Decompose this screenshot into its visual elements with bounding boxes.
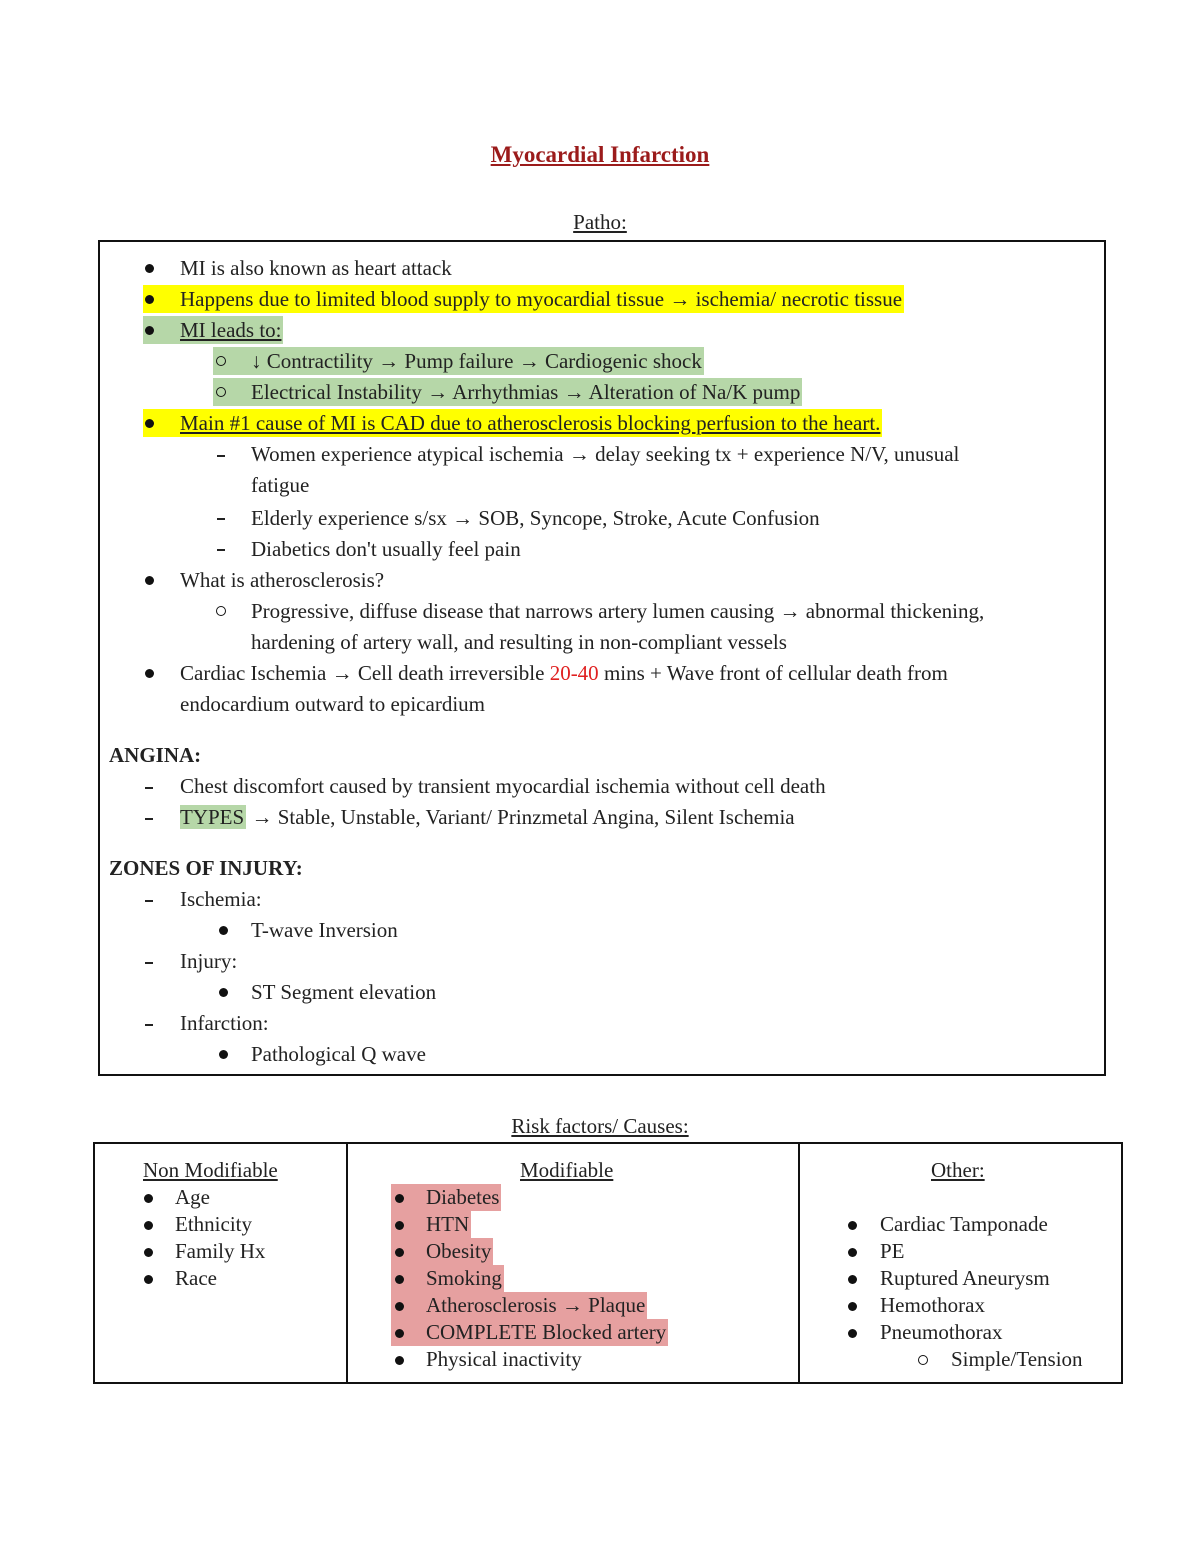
bullet-icon	[144, 1248, 153, 1257]
patho-subitem: ↓ Contractility → Pump failure → Cardiogenic shock	[213, 347, 704, 375]
dash-bullet-icon	[145, 818, 153, 820]
column-divider	[798, 1144, 800, 1382]
risk-item: Hemothorax	[880, 1293, 985, 1317]
risk-item-highlighted: HTN	[391, 1211, 471, 1238]
zone-item: Infarction:	[180, 1011, 269, 1035]
types-label: TYPES	[180, 805, 245, 829]
dash-bullet-icon	[145, 1024, 153, 1026]
angina-item	[180, 803, 795, 831]
risk-item: Age	[175, 1185, 210, 1209]
patho-subitem: Progressive, diffuse disease that narrows artery lumen causing → abnormal thickening,	[251, 599, 985, 623]
patho-box	[98, 240, 1106, 1076]
dash-bullet-icon	[217, 518, 225, 520]
circle-bullet-icon	[216, 606, 226, 616]
bullet-icon	[219, 926, 228, 935]
col-header-modifiable: Modifiable	[520, 1158, 614, 1182]
bullet-icon	[395, 1329, 404, 1338]
patho-item	[180, 659, 948, 687]
risk-item-highlighted: Smoking	[391, 1265, 504, 1292]
bullet-icon	[144, 1221, 153, 1230]
main-cause-text: Main #1 cause of MI is CAD due to atherosclerosis blocking perfusion to the heart.	[180, 411, 881, 435]
patho-item-highlighted	[143, 316, 283, 344]
bullet-icon	[848, 1275, 857, 1284]
zone-subitem: ST Segment elevation	[251, 980, 437, 1004]
col-header-other: Other:	[931, 1158, 985, 1182]
angina-heading: ANGINA:	[109, 743, 202, 767]
dash-bullet-icon	[145, 787, 153, 789]
risk-item-highlighted: COMPLETE Blocked artery	[391, 1319, 668, 1346]
patho-subitem: Electrical Instability → Arrhythmias → Alteration of Na/K pump	[213, 378, 802, 406]
circle-bullet-icon	[918, 1355, 928, 1365]
risk-item: Race	[175, 1266, 217, 1290]
circle-bullet-icon	[216, 356, 226, 366]
risk-item: Cardiac Tamponade	[880, 1212, 1048, 1236]
risk-item-highlighted: Diabetes	[391, 1184, 501, 1211]
patho-item-cont: endocardium outward to epicardium	[180, 692, 485, 716]
dash-bullet-icon	[217, 549, 225, 551]
risk-subitem: Simple/Tension	[951, 1347, 1083, 1371]
bullet-icon	[395, 1248, 404, 1257]
patho-item: What is atherosclerosis?	[180, 568, 385, 592]
column-divider	[346, 1144, 348, 1382]
bullet-icon	[395, 1356, 404, 1365]
risk-item: Pneumothorax	[880, 1320, 1003, 1344]
patho-item-highlighted: Happens due to limited blood supply to myocardial tissue → ischemia/ necrotic tissue	[143, 285, 904, 313]
risk-table	[93, 1142, 1123, 1384]
risk-item-highlighted: Atherosclerosis → Plaque	[391, 1292, 647, 1319]
bullet-icon	[848, 1221, 857, 1230]
patho-heading: Patho:	[573, 210, 627, 234]
patho-subitem-cont: hardening of artery wall, and resulting in non-compliant vessels	[251, 630, 787, 654]
ischemia-text-cont: mins + Wave front of cellular death from	[598, 661, 948, 685]
bullet-icon	[144, 1194, 153, 1203]
patho-item: MI is also known as heart attack	[180, 256, 452, 280]
zone-item: Ischemia:	[180, 887, 262, 911]
zone-subitem: Pathological Q wave	[251, 1042, 426, 1066]
bullet-icon	[848, 1329, 857, 1338]
risk-heading: Risk factors/ Causes:	[511, 1114, 689, 1138]
bullet-icon	[145, 576, 154, 585]
bullet-icon	[145, 326, 154, 335]
risk-item: Ruptured Aneurysm	[880, 1266, 1050, 1290]
bullet-icon	[219, 1050, 228, 1059]
time-range-text: 20-40	[549, 661, 599, 685]
page-title: Myocardial Infarction	[490, 142, 710, 167]
risk-item: PE	[880, 1239, 905, 1263]
circle-bullet-icon	[216, 387, 226, 397]
dash-bullet-icon	[217, 455, 225, 457]
risk-item: Family Hx	[175, 1239, 266, 1263]
types-text: → Stable, Unstable, Variant/ Prinzmetal Angina, Silent Ischemia	[246, 805, 795, 829]
mi-leads-to-label: MI leads to:	[180, 318, 282, 342]
patho-subitem: Women experience atypical ischemia → delay seeking tx + experience N/V, unusual	[251, 442, 960, 466]
patho-subitem: Diabetics don't usually feel pain	[251, 537, 521, 561]
dash-bullet-icon	[145, 900, 153, 902]
risk-item-highlighted: Obesity	[391, 1238, 493, 1265]
bullet-icon	[395, 1302, 404, 1311]
patho-subitem: Elderly experience s/sx → SOB, Syncope, Stroke, Acute Confusion	[251, 506, 820, 530]
bullet-icon	[848, 1248, 857, 1257]
bullet-icon	[395, 1275, 404, 1284]
zone-item: Injury:	[180, 949, 238, 973]
bullet-icon	[144, 1275, 153, 1284]
dash-bullet-icon	[145, 962, 153, 964]
patho-item-highlighted	[143, 409, 882, 437]
bullet-icon	[395, 1194, 404, 1203]
zone-subitem: T-wave Inversion	[251, 918, 398, 942]
bullet-icon	[145, 264, 154, 273]
angina-item: Chest discomfort caused by transient myocardial ischemia without cell death	[180, 774, 826, 798]
zones-heading: ZONES OF INJURY:	[109, 856, 303, 880]
patho-subitem-cont: fatigue	[251, 473, 310, 497]
risk-item: Physical inactivity	[426, 1347, 582, 1371]
bullet-icon	[145, 295, 154, 304]
ischemia-text: Cardiac Ischemia → Cell death irreversible	[180, 661, 550, 685]
bullet-icon	[219, 988, 228, 997]
bullet-icon	[848, 1302, 857, 1311]
col-header-non-modifiable: Non Modifiable	[143, 1158, 278, 1182]
bullet-icon	[145, 669, 154, 678]
bullet-icon	[145, 419, 154, 428]
bullet-icon	[395, 1221, 404, 1230]
risk-item: Ethnicity	[175, 1212, 252, 1236]
